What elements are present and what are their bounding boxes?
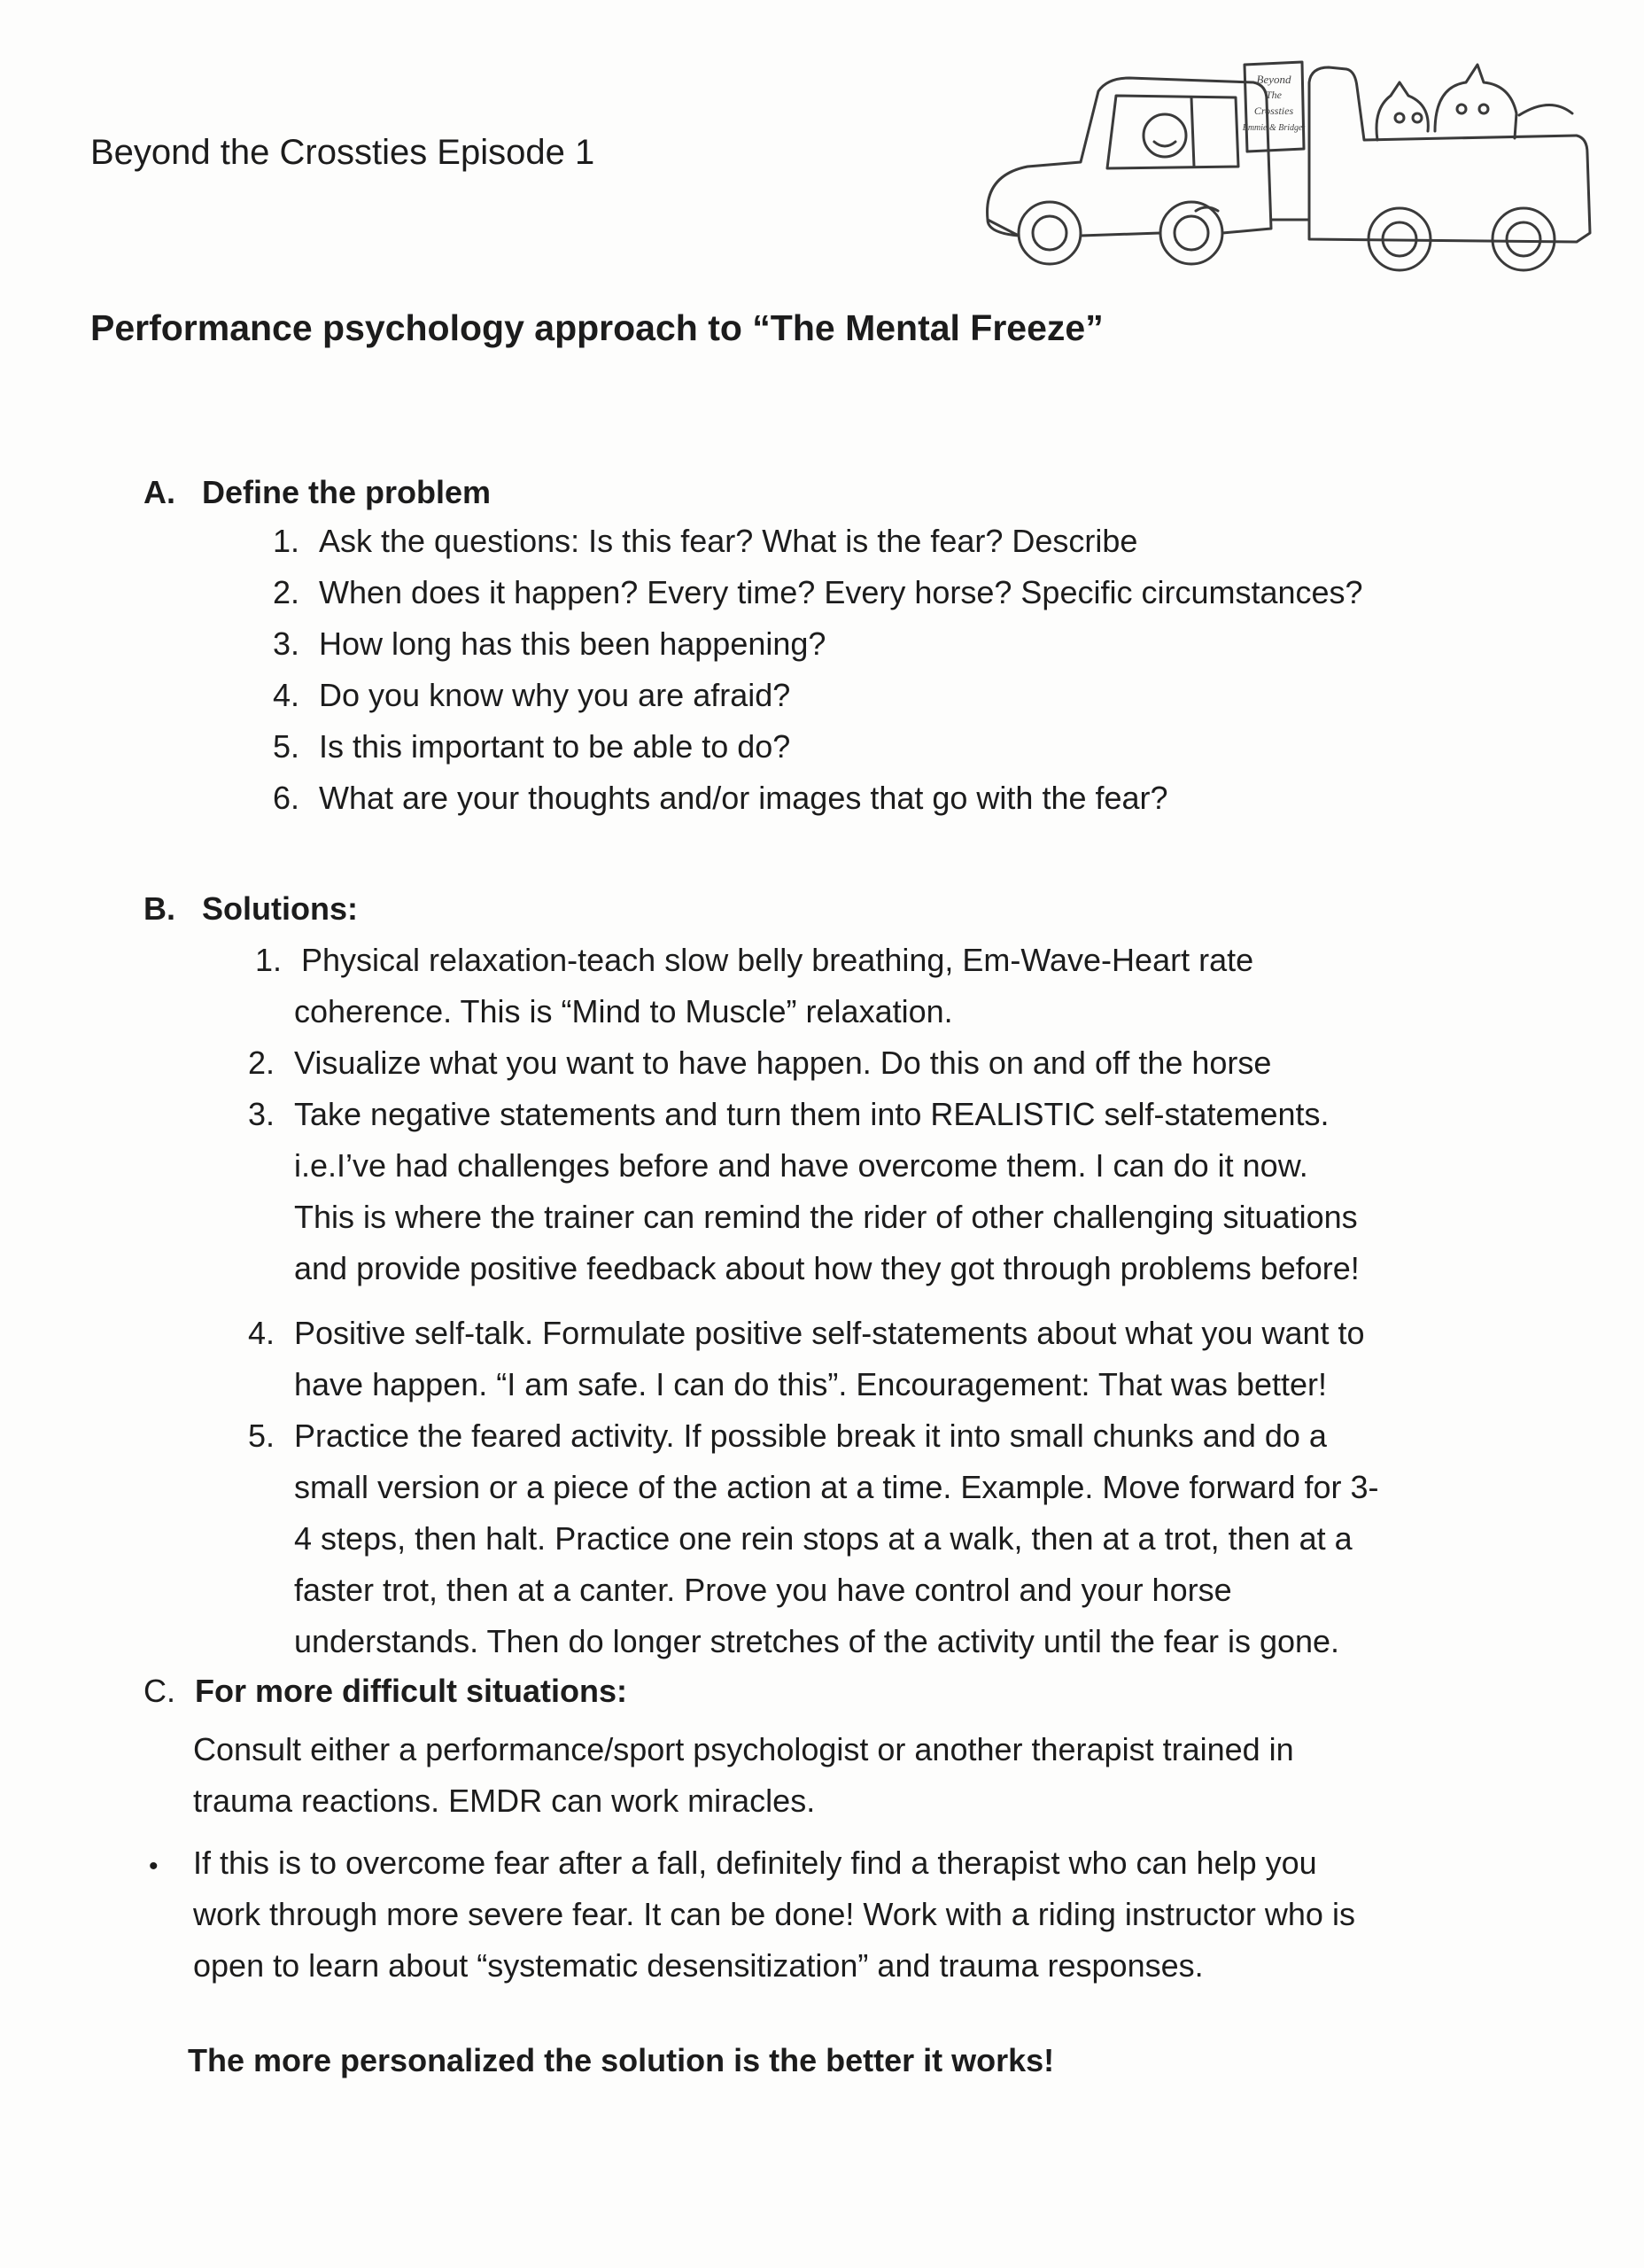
list-item-continuation: faster trot, then at a canter. Prove you have control and your horse — [294, 1572, 1232, 1608]
item-text: When does it happen? Every time? Every horse? Specific circumstances? — [319, 574, 1363, 610]
list-item — [272, 773, 1168, 824]
item-number: 6. — [272, 780, 299, 816]
item-text: Take negative statements and turn them into REALISTIC self-statements. — [294, 1096, 1330, 1132]
list-item-continuation: small version or a piece of the action at a time. Example. Move forward for 3- — [294, 1469, 1379, 1505]
paragraph-line: Consult either a performance/sport psychologist or another therapist trained in — [193, 1731, 1294, 1767]
item-text: Is this important to be able to do? — [319, 728, 791, 765]
item-number: 2. — [272, 574, 299, 610]
item-text: Visualize what you want to have happen. Do this on and off the horse — [294, 1045, 1272, 1081]
logo-sign-line-3: Crossties — [1253, 105, 1294, 117]
logo-sign-line-4: Emmie & Bridget — [1242, 123, 1306, 133]
list-item — [247, 1410, 1327, 1462]
page-title: Performance psychology approach to “The Mental Freeze” — [90, 307, 1104, 348]
item-number: 1. — [254, 942, 282, 978]
section-b-letter: B. — [143, 890, 175, 927]
closing-statement: The more personalized the solution is the better it works! — [188, 2042, 1055, 2078]
item-number: 2. — [247, 1045, 275, 1081]
list-item — [254, 935, 1254, 986]
list-item-continuation: 4 steps, then halt. Practice one rein stops at a walk, then at a trot, then at a — [294, 1520, 1353, 1557]
paragraph-line: trauma reactions. EMDR can work miracles. — [193, 1783, 816, 1819]
list-item — [247, 1308, 1365, 1359]
item-number: 4. — [272, 677, 299, 713]
item-number: 3. — [247, 1096, 275, 1132]
item-number: 4. — [247, 1315, 275, 1351]
bullet-mark: • — [149, 1852, 159, 1881]
section-a-title: Define the problem — [202, 474, 492, 510]
paragraph-line: If this is to overcome fear after a fall, definitely find a therapist who can help you — [193, 1845, 1317, 1881]
list-item — [272, 618, 826, 670]
truck-trailer-logo — [974, 43, 1594, 291]
list-item-continuation: understands. Then do longer stretches of the activity until the fear is gone. — [294, 1623, 1340, 1659]
list-item — [272, 721, 791, 773]
item-text: How long has this been happening? — [319, 625, 826, 662]
section-b-heading — [143, 890, 358, 928]
item-text: Do you know why you are afraid? — [319, 677, 791, 713]
section-a-heading — [143, 474, 491, 511]
logo-sign-line-1: Beyond — [1256, 73, 1291, 86]
list-item — [272, 567, 1363, 618]
list-item — [272, 670, 791, 721]
item-number: 5. — [247, 1418, 275, 1454]
logo-sign-line-2: The — [1266, 89, 1282, 101]
section-a-letter: A. — [143, 474, 175, 510]
item-text: Practice the feared activity. If possible break it into small chunks and do a — [294, 1418, 1327, 1454]
list-item-continuation: have happen. “I am safe. I can do this”. Encouragement: That was better! — [294, 1366, 1327, 1402]
list-item-continuation: coherence. This is “Mind to Muscle” relaxation. — [294, 993, 953, 1029]
item-text: What are your thoughts and/or images that go with the fear? — [319, 780, 1168, 816]
paragraph-line: open to learn about “systematic desensitization” and trauma responses. — [193, 1947, 1204, 1984]
list-item — [247, 1037, 1272, 1089]
item-number: 3. — [272, 625, 299, 662]
episode-title: Beyond the Crossties Episode 1 — [90, 133, 595, 172]
list-item-continuation: This is where the trainer can remind the rider of other challenging situations — [294, 1199, 1358, 1235]
list-item-continuation: and provide positive feedback about how they got through problems before! — [294, 1250, 1360, 1286]
section-c-letter: C. — [143, 1673, 175, 1709]
list-item-continuation: i.e.I’ve had challenges before and have overcome them. I can do it now. — [294, 1147, 1308, 1184]
item-number: 5. — [272, 728, 299, 765]
section-b-title: Solutions: — [202, 890, 358, 927]
item-text: Physical relaxation-teach slow belly breathing, Em-Wave-Heart rate — [301, 942, 1254, 978]
item-number: 1. — [272, 523, 299, 559]
section-c-heading — [143, 1673, 627, 1710]
paragraph-line: work through more severe fear. It can be done! Work with a riding instructor who is — [193, 1896, 1355, 1932]
list-item — [247, 1089, 1330, 1140]
list-item — [272, 516, 1138, 567]
section-c-title: For more difficult situations: — [195, 1673, 628, 1709]
item-text: Ask the questions: Is this fear? What is the fear? Describe — [319, 523, 1138, 559]
item-text: Positive self-talk. Formulate positive self-statements about what you want to — [294, 1315, 1365, 1351]
